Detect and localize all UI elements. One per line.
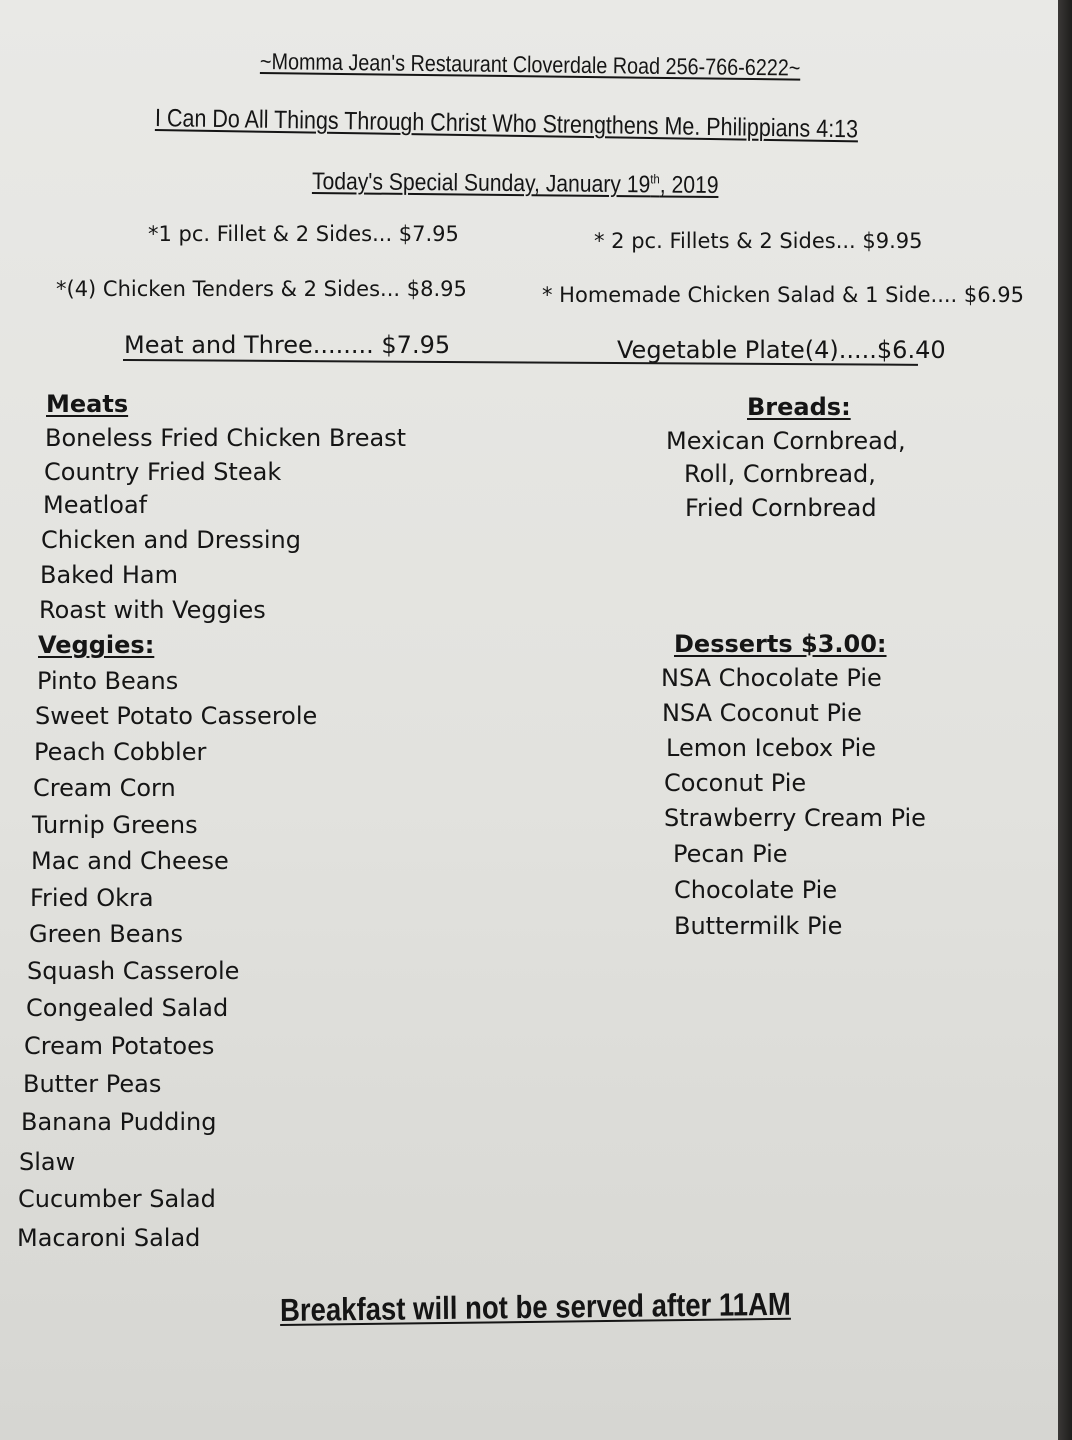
desserts-item: Strawberry Cream Pie [664,804,926,832]
desserts-item: Coconut Pie [664,769,807,797]
veggies-item: Sweet Potato Casserole [35,702,318,730]
desserts-item: Chocolate Pie [674,876,838,904]
meat-and-three: Meat and Three........ $7.95 [124,331,451,359]
breads-heading: Breads: [747,393,851,421]
special-fillets-2pc: * 2 pc. Fillets & 2 Sides... $9.95 [594,229,923,253]
special-date-year: , 2019 [659,171,719,200]
meats-item: Boneless Fried Chicken Breast [45,424,407,452]
desserts-heading: Desserts $3.00: [674,630,887,658]
veggies-item: Turnip Greens [32,811,198,839]
veggies-heading: Veggies: [38,631,155,659]
meats-item: Country Fried Steak [44,458,282,486]
scripture-verse: I Can Do All Things Through Christ Who Strengthens Me. Philippians 4:13 [154,104,859,144]
veggies-item: Butter Peas [23,1070,162,1098]
page-edge-shadow [1058,0,1072,1440]
veggies-item: Squash Casserole [27,957,240,985]
special-date [312,168,719,200]
breakfast-notice: Breakfast will not be served after 11AM [279,1285,791,1328]
veggies-item: Fried Okra [30,884,154,912]
veggies-item: Banana Pudding [21,1108,217,1136]
meats-item: Chicken and Dressing [41,526,301,554]
special-chicken-tenders: *(4) Chicken Tenders & 2 Sides... $8.95 [56,277,467,301]
veggies-item: Slaw [19,1148,76,1176]
desserts-item: Buttermilk Pie [674,912,843,940]
desserts-item: NSA Chocolate Pie [661,664,882,692]
veggies-item: Cream Corn [33,774,176,802]
special-date-ordinal: th [650,171,660,187]
desserts-item: Lemon Icebox Pie [666,734,877,762]
veggies-item: Macaroni Salad [17,1224,201,1252]
special-chicken-salad: * Homemade Chicken Salad & 1 Side.... $6.95 [542,283,1025,307]
restaurant-header: ~Momma Jean's Restaurant Cloverdale Road 256-766-6222~ [259,48,801,81]
breads-item: Roll, Cornbread, [684,460,876,488]
veggies-item: Peach Cobbler [34,738,207,766]
meats-item: Baked Ham [40,561,178,589]
special-date-text: Today's Special Sunday, January 19 [311,168,651,199]
desserts-item: NSA Coconut Pie [662,699,862,727]
special-fillet-1pc: *1 pc. Fillet & 2 Sides... $7.95 [148,222,459,246]
breads-item: Mexican Cornbread, [666,427,906,455]
meats-item: Roast with Veggies [39,596,266,624]
veggies-item: Cucumber Salad [18,1185,216,1213]
breads-item: Fried Cornbread [685,494,877,522]
veggies-item: Pinto Beans [37,667,179,695]
veggies-item: Green Beans [29,920,183,948]
meats-item: Meatloaf [43,491,148,519]
vegetable-plate: Vegetable Plate(4).....$6.40 [617,336,946,364]
veggies-item: Cream Potatoes [24,1032,215,1060]
desserts-item: Pecan Pie [673,840,788,868]
meats-heading: Meats [46,390,129,418]
veggies-item: Mac and Cheese [31,847,229,875]
veggies-item: Congealed Salad [26,994,229,1022]
